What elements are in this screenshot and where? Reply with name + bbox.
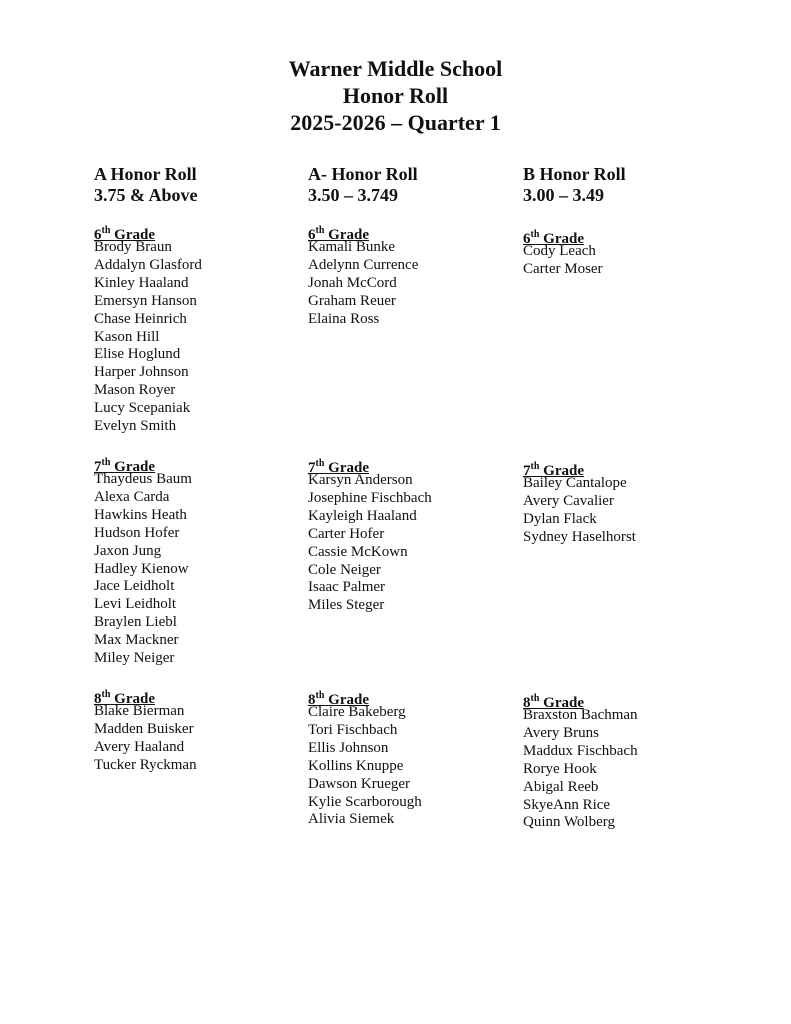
- grade-ordinal-suffix: th: [315, 458, 325, 469]
- student-name: Dylan Flack: [523, 510, 597, 527]
- student-name: Kamali Bunke: [308, 239, 396, 255]
- student-name: Jaxon Jung: [94, 542, 162, 559]
- student-name: Max Mackner: [94, 632, 179, 649]
- grade-label: Grade: [328, 227, 369, 243]
- student-list: [523, 707, 638, 832]
- student-name: Maddux Fischbach: [523, 742, 638, 759]
- student-list: [523, 243, 603, 279]
- student-name: Claire Bakeberg: [308, 704, 406, 720]
- student-name: Tori Fischbach: [308, 721, 398, 738]
- grade-label: Grade: [328, 460, 369, 476]
- student-list: [308, 472, 432, 615]
- student-name: Dawson Krueger: [308, 775, 411, 792]
- student-name: Bailey Cantalope: [523, 475, 627, 491]
- column-title: A- Honor Roll: [308, 164, 418, 184]
- student-name: Carter Moser: [523, 260, 603, 277]
- grade-ordinal-suffix: th: [101, 689, 111, 700]
- student-name: Cassie McKown: [308, 543, 408, 560]
- student-name: Sydney Haselhorst: [523, 528, 636, 545]
- student-name: Brody Braun: [94, 239, 172, 255]
- grade-number: 7: [523, 463, 531, 479]
- gpa-range: 3.00 – 3.49: [523, 185, 604, 205]
- grade-ordinal-suffix: th: [530, 693, 540, 704]
- grade-ordinal-suffix: th: [530, 229, 540, 240]
- student-name: Karsyn Anderson: [308, 472, 413, 488]
- grade-number: 8: [523, 695, 531, 711]
- student-name: Harper Johnson: [94, 364, 189, 381]
- grade-ordinal-suffix: th: [530, 461, 540, 472]
- student-name: Cody Leach: [523, 243, 596, 259]
- gpa-range: 3.50 – 3.749: [308, 185, 398, 205]
- grade-label: Grade: [114, 459, 155, 475]
- student-name: Kollins Knuppe: [308, 757, 404, 774]
- student-name: SkyeAnn Rice: [523, 796, 611, 813]
- grade-number: 7: [94, 459, 102, 475]
- grade-ordinal-suffix: th: [101, 225, 111, 236]
- student-name: Avery Cavalier: [523, 492, 614, 509]
- student-name: Graham Reuer: [308, 292, 396, 309]
- student-name: Rorye Hook: [523, 760, 597, 777]
- student-name: Evelyn Smith: [94, 418, 177, 435]
- student-name: Hadley Kienow: [94, 560, 189, 577]
- document-header: [0, 55, 791, 136]
- grade-ordinal-suffix: th: [315, 225, 325, 236]
- grade-label: Grade: [543, 695, 584, 711]
- grade-label: Grade: [114, 227, 155, 243]
- student-name: Hudson Hofer: [94, 524, 180, 541]
- grade-number: 8: [94, 691, 102, 707]
- student-name: Hawkins Heath: [94, 506, 187, 523]
- student-name: Kayleigh Haaland: [308, 507, 417, 524]
- student-name: Madden Buisker: [94, 720, 194, 737]
- column-title: A Honor Roll: [94, 164, 197, 184]
- student-name: Mason Royer: [94, 382, 176, 399]
- student-name: Ellis Johnson: [308, 739, 389, 756]
- student-list: [94, 703, 197, 775]
- student-list: [523, 475, 636, 547]
- grade-number: 8: [308, 692, 316, 708]
- student-name: Alexa Carda: [94, 488, 170, 505]
- student-name: Blake Bierman: [94, 703, 185, 719]
- student-name: Avery Haaland: [94, 738, 185, 755]
- student-list: [94, 239, 202, 436]
- student-list: [308, 239, 418, 329]
- column-title: B Honor Roll: [523, 164, 626, 184]
- student-name: Braxston Bachman: [523, 707, 638, 723]
- student-name: Jonah McCord: [308, 274, 397, 291]
- term-label: 2025-2026 – Quarter 1: [290, 110, 501, 135]
- student-name: Alivia Siemek: [308, 811, 395, 828]
- student-name: Kinley Haaland: [94, 274, 189, 291]
- student-name: Levi Leidholt: [94, 596, 177, 613]
- student-name: Elaina Ross: [308, 310, 380, 327]
- student-name: Braylen Liebl: [94, 614, 177, 631]
- student-list: [308, 704, 422, 829]
- student-name: Thaydeus Baum: [94, 471, 192, 487]
- student-name: Josephine Fischbach: [308, 489, 432, 506]
- grade-number: 7: [308, 460, 316, 476]
- gpa-range: 3.75 & Above: [94, 185, 198, 205]
- school-name: Warner Middle School: [288, 56, 503, 81]
- student-name: Jace Leidholt: [94, 578, 175, 595]
- student-name: Adelynn Currence: [308, 256, 419, 273]
- student-name: Elise Hoglund: [94, 346, 181, 363]
- grade-number: 6: [523, 231, 531, 247]
- student-name: Miley Neiger: [94, 650, 175, 667]
- grade-label: Grade: [543, 231, 584, 247]
- student-name: Addalyn Glasford: [94, 256, 202, 273]
- student-name: Cole Neiger: [308, 561, 381, 578]
- student-name: Lucy Scepaniak: [94, 400, 191, 417]
- student-name: Quinn Wolberg: [523, 814, 615, 831]
- grade-ordinal-suffix: th: [315, 690, 325, 701]
- grade-label: Grade: [328, 692, 369, 708]
- grade-ordinal-suffix: th: [101, 457, 111, 468]
- student-name: Kason Hill: [94, 328, 160, 345]
- grade-number: 6: [94, 227, 102, 243]
- student-name: Avery Bruns: [523, 724, 599, 741]
- student-list: [94, 471, 192, 668]
- student-name: Emersyn Hanson: [94, 292, 197, 309]
- student-name: Miles Steger: [308, 597, 385, 614]
- grade-number: 6: [308, 227, 316, 243]
- grade-label: Grade: [543, 463, 584, 479]
- student-name: Chase Heinrich: [94, 310, 187, 327]
- student-name: Isaac Palmer: [308, 579, 386, 596]
- student-name: Kylie Scarborough: [308, 793, 422, 810]
- student-name: Tucker Ryckman: [94, 756, 197, 773]
- student-name: Carter Hofer: [308, 525, 385, 542]
- document-title: Honor Roll: [342, 83, 449, 108]
- student-name: Abigal Reeb: [523, 778, 599, 795]
- grade-label: Grade: [114, 691, 155, 707]
